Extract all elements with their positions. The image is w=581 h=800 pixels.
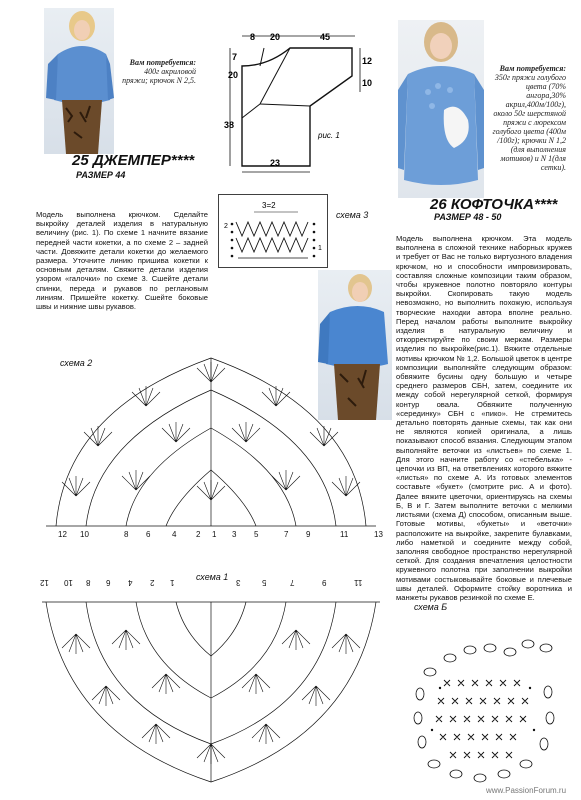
- schema2-num: 1: [212, 530, 217, 539]
- model26-size: РАЗМЕР 48 - 50: [434, 212, 502, 222]
- schema1-num: 10: [64, 578, 73, 587]
- schema1-diagram: [36, 594, 386, 786]
- schema2-num: 11: [340, 530, 349, 539]
- schema3-diagram: [218, 194, 328, 268]
- model26-needs-title: Вам потребуется:: [499, 64, 566, 73]
- pattern-dim-top-3: 45: [320, 32, 331, 42]
- schema2-num: 7: [284, 530, 289, 539]
- model26-description: Модель выполнена крючком. Эта модель выполнена в сложной технике наборных кружев и требует от Вас не только виртуозного владения крючком, но и способности импровизировать, составляя сложные композиции таким образом, чтобы кружевное полотно повторяло контуры выкройки. Скопировать такую модель невозможно, но выполнить похожую, используя творческие находки автора вполне реально. Перед началом работы выполните выкройку изделия в натуральную величину и откорректируйте по своим меркам. Размеры изделия по выкройке(рис.1). Вяжите отдельные мотивы крючком № 1,2. Большой цветок в центре композиции выполняйте следующим образом: обвяжите бусины одну большую и четыре среднего размеров СБН, затем, соедините их между собой нерегулярной сеткой, формируя контур овала. Обвяжите полученную «серединку» СБН с «пико». Не стремитесь детально повторять данные схемы, так как они не являются копией оригинала, а лишь показывают способ вязания. Следующим этапом выполняйте веточки из «листьев» по схеме 1. Для этого начните работу со «стебелька» - цепочки из ВП, на ответвлениях которого вяжите «листья» по схеме А. Из готовых элементов составьте «букет» (смотрите рис. А и фото). Далее вяжите цветочки, ориентируясь на схемы Б, В и Г. Затем выполните веточки с мелкими листьями (схема Д) способом, описанным выше. Готовые мотивы, «букеты» и «веточки» расположите на выкройке, закрепите булавками, либо наметкой и соедините между собой, заполняя свободное пространство нерегулярной сеткой. Для создания впечатления целостности кружевного полотна при заполнении выкройки мотивами состыковывайте боковые и плечевые швы деталей. Оформите стойку воротника и манжеты рукавов резинкой по схеме Е.: [396, 234, 572, 602]
- model26-needs-body: 350г пряжи голубого цвета (70% ангора,30% акрил,400м/100г), около 50г шерстяной пряжи с люрексом голубого цвета (400м /100г); крючки N 1,2 (для выполнения мотивов) и N 1(для сетки).: [492, 73, 566, 172]
- schema1-num: 8: [86, 578, 91, 587]
- pattern-dim-bottom: 23: [270, 158, 281, 168]
- model25-needs-body: 400г акриловой пряжи; крючок N 2,5.: [122, 67, 196, 85]
- schemaB-diagram: [400, 618, 560, 788]
- schema2-num: 6: [146, 530, 151, 539]
- schema2-num: 3: [232, 530, 237, 539]
- pattern-dim-left-3: 38: [224, 120, 235, 130]
- schema3-row-1: 1: [318, 245, 322, 252]
- model25-title: 25 ДЖЕМПЕР****: [72, 152, 195, 169]
- pattern-dim-right-2: 10: [362, 78, 373, 88]
- pattern-dim-left-1: 7: [232, 52, 238, 62]
- pattern-drawing: [220, 26, 373, 176]
- model26-figure: [398, 20, 484, 198]
- schema1-num: 3: [236, 578, 241, 587]
- schema2-num: 13: [374, 530, 383, 539]
- schema3-row-2: 2: [224, 223, 228, 230]
- model25-photo: [44, 8, 114, 154]
- pattern-dim-top-2: 20: [270, 32, 281, 42]
- schema1-num: 6: [106, 578, 111, 587]
- schema1-num: 11: [354, 578, 363, 587]
- model25-needs: [118, 58, 196, 85]
- schema2-num: 9: [306, 530, 311, 539]
- schema2-num: 5: [254, 530, 259, 539]
- pattern-label: рис. 1: [318, 131, 340, 140]
- schema2-num: 8: [124, 530, 129, 539]
- schema2-num: 12: [58, 530, 67, 539]
- schema1-num: 9: [322, 578, 327, 587]
- schema1-num: 7: [290, 578, 295, 587]
- model25-needs-title: Вам потребуется:: [129, 58, 196, 67]
- pattern-dim-top-1: 8: [250, 32, 256, 42]
- schema1-num: 2: [150, 578, 155, 587]
- model25-size: РАЗМЕР 44: [76, 170, 126, 180]
- model26-needs: [488, 64, 566, 172]
- schema3-header: 3=2: [262, 201, 276, 210]
- model25-description: Модель выполнена крючком. Сделайте выкройку деталей изделия в натуральную величину (рис. 1). По схеме 1 начните вязание передней части кокетки, а по схеме 2 – задней части. Довяжите детали кокетки до желаемого размера. Уточните линию пришива кокетки к основным деталям. Свяжите детали изделия узором «галочки» по схеме 3. Сшейте детали спинки, переда и рукавов по реглановым линиям. Пришейте кокетку. Сшейте боковые швы и нижние швы рукавов.: [36, 210, 208, 312]
- schema3-label: схема 3: [336, 210, 369, 220]
- model26-title: 26 КОФТОЧКА****: [430, 196, 558, 213]
- schema2-num: 2: [196, 530, 201, 539]
- model26-photo: [398, 20, 484, 198]
- footer-watermark: www.PassionForum.ru: [486, 786, 567, 795]
- schema1-num: 4: [128, 578, 133, 587]
- schema1-num: 12: [40, 578, 49, 587]
- schema1-num: 1: [170, 578, 175, 587]
- schema2-num: 4: [172, 530, 177, 539]
- pattern-dim-left-2: 20: [228, 70, 239, 80]
- pattern-dim-right-1: 12: [362, 56, 373, 66]
- schema2-num: 10: [80, 530, 89, 539]
- schema1-label: схема 1: [196, 572, 229, 582]
- model25-figure: [44, 8, 114, 154]
- schema2-diagram: [36, 350, 386, 536]
- pattern-outline: [242, 48, 352, 166]
- schema2-label: схема 2: [60, 358, 93, 368]
- schema1-num: 5: [262, 578, 267, 587]
- schemaB-label: схема Б: [414, 602, 448, 612]
